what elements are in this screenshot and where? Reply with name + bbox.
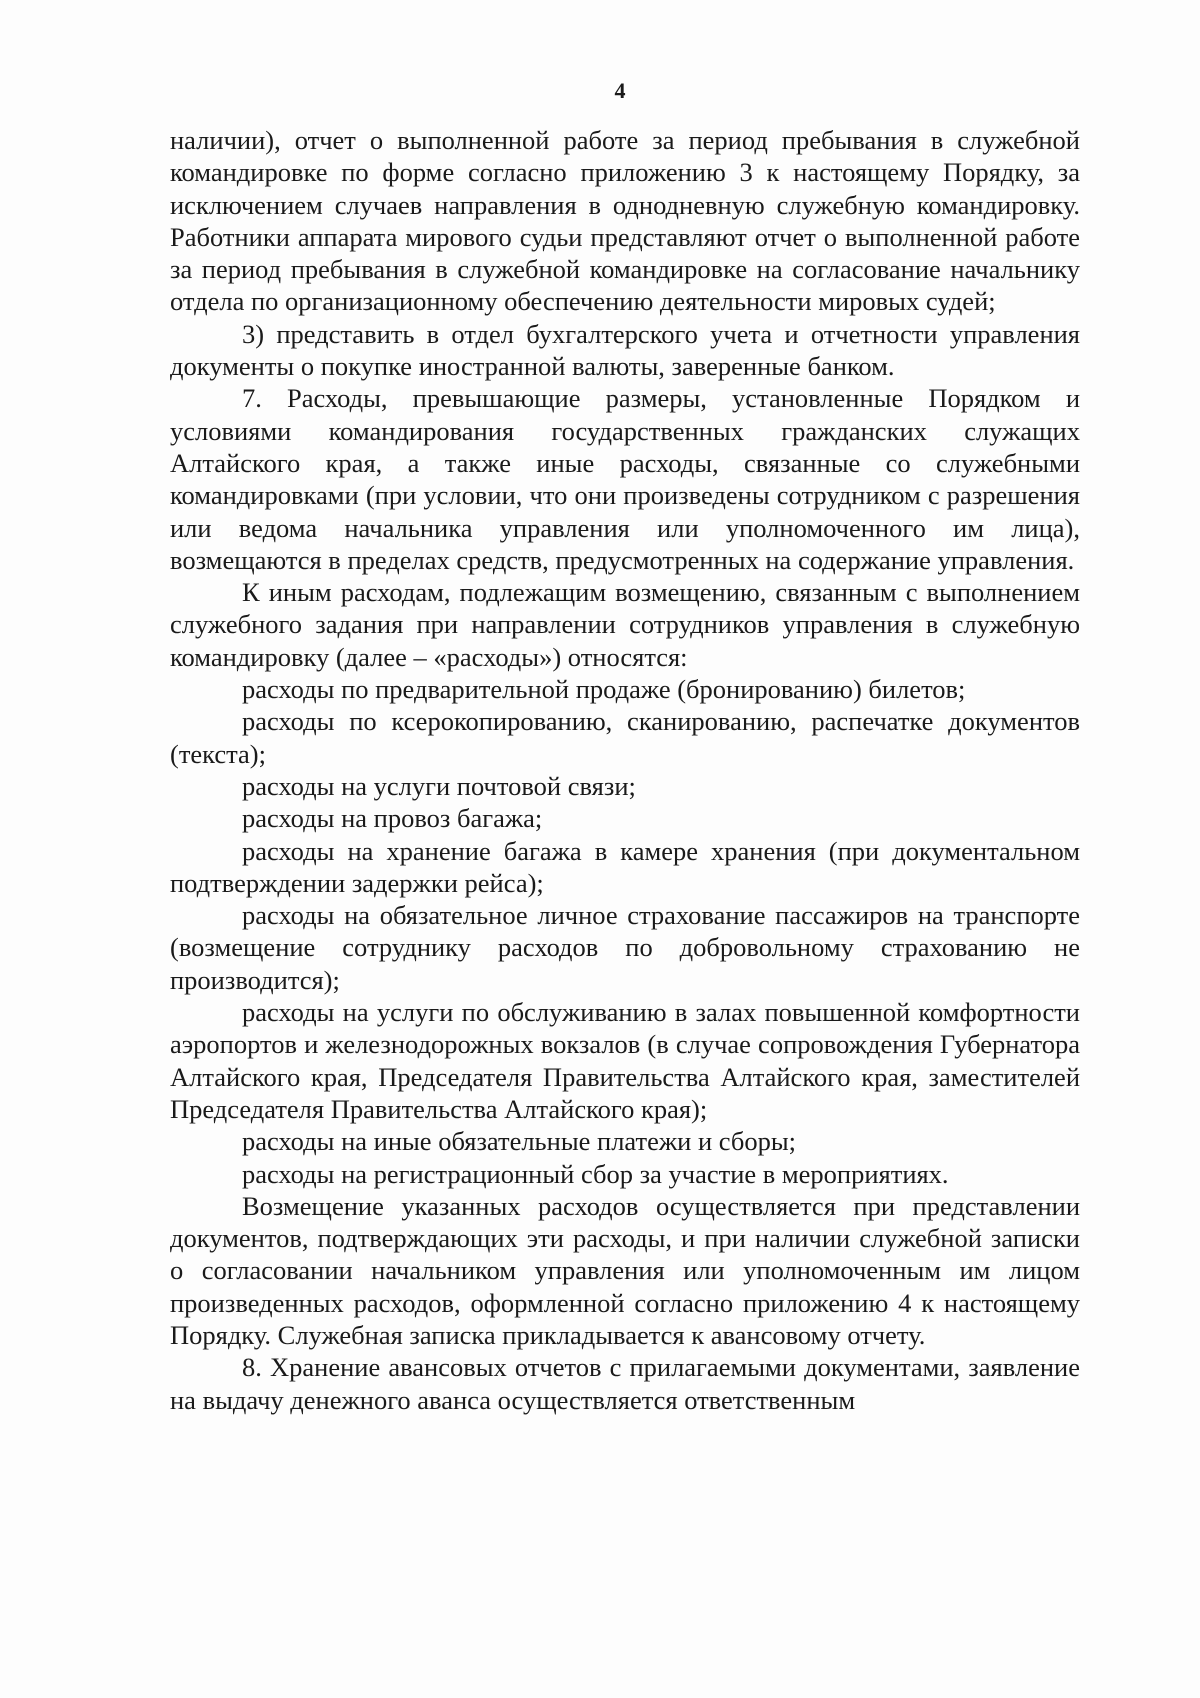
list-item-expense: расходы на провоз багажа; — [242, 803, 543, 834]
list-item-expense: расходы на услуги по обслуживанию в залах повышенной комфортности аэропортов и железнодорожных вокзалов (в случае сопровождения Губернатора Алтайского края, Председателя Правительства Алтайского края, заместителей Председателя Правительства Алтайского края); — [170, 997, 1080, 1124]
paragraph-continuation: наличии), отчет о выполненной работе за период пребывания в служебной командировке по форме согласно приложению 3 к настоящему Порядку, за исключением случаев направления в однодневную служебную командировку. Работники аппарата мирового судьи представляют отчет о выполненной работе за период пребывания в служебной командировке на согласование начальнику отдела по организационному обеспечению деятельности мировых судей; — [170, 125, 1080, 317]
document-body — [170, 124, 1080, 1416]
list-item-expense: расходы на услуги почтовой связи; — [242, 770, 636, 801]
list-item-expense: расходы на иные обязательные платежи и сборы; — [242, 1126, 797, 1157]
list-item-expense: расходы по предварительной продаже (бронированию) билетов; — [242, 674, 966, 705]
list-item-expense: расходы на хранение багажа в камере хранения (при документальном подтверждении задержки рейса); — [170, 835, 1080, 898]
list-item-expense: расходы на регистрационный сбор за участие в мероприятиях. — [242, 1158, 949, 1189]
paragraph-reimbursement: Возмещение указанных расходов осуществляется при представлении документов, подтверждающих эти расходы, и при наличии служебной записки о согласовании начальником управления или уполномоченным им лицом произведенных расходов, оформленной согласно приложению 4 к настоящему Порядку. Служебная записка прикладывается к авансовому отчету. — [170, 1190, 1080, 1350]
list-item-expense: расходы на обязательное личное страхование пассажиров на транспорте (возмещение сотруднику расходов по добровольному страхованию не производится); — [170, 900, 1080, 995]
page-number: 4 — [614, 78, 626, 103]
paragraph-section-7: 7. Расходы, превышающие размеры, установленные Порядком и условиями командирования государственных гражданских служащих Алтайского края, а также иные расходы, связанные со служебными командировками (при условии, что они произведены сотрудником с разрешения или ведома начальника управления или уполномоченного им лица), возмещаются в пределах средств, предусмотренных на содержание управления. — [170, 383, 1080, 575]
paragraph-section-8: 8. Хранение авансовых отчетов с прилагаемыми документами, заявление на выдачу денежного аванса осуществляется ответственным — [170, 1352, 1080, 1415]
paragraph-other-expenses: К иным расходам, подлежащим возмещению, связанным с выполнением служебного задания при направлении сотрудников управления в служебную командировку (далее – «расходы») относятся: — [170, 577, 1080, 672]
paragraph-item-3: 3) представить в отдел бухгалтерского учета и отчетности управления документы о покупке иностранной валюты, заверенные банком. — [170, 318, 1080, 382]
list-item-expense: расходы по ксерокопированию, сканированию, распечатке документов (текста); — [170, 706, 1080, 769]
